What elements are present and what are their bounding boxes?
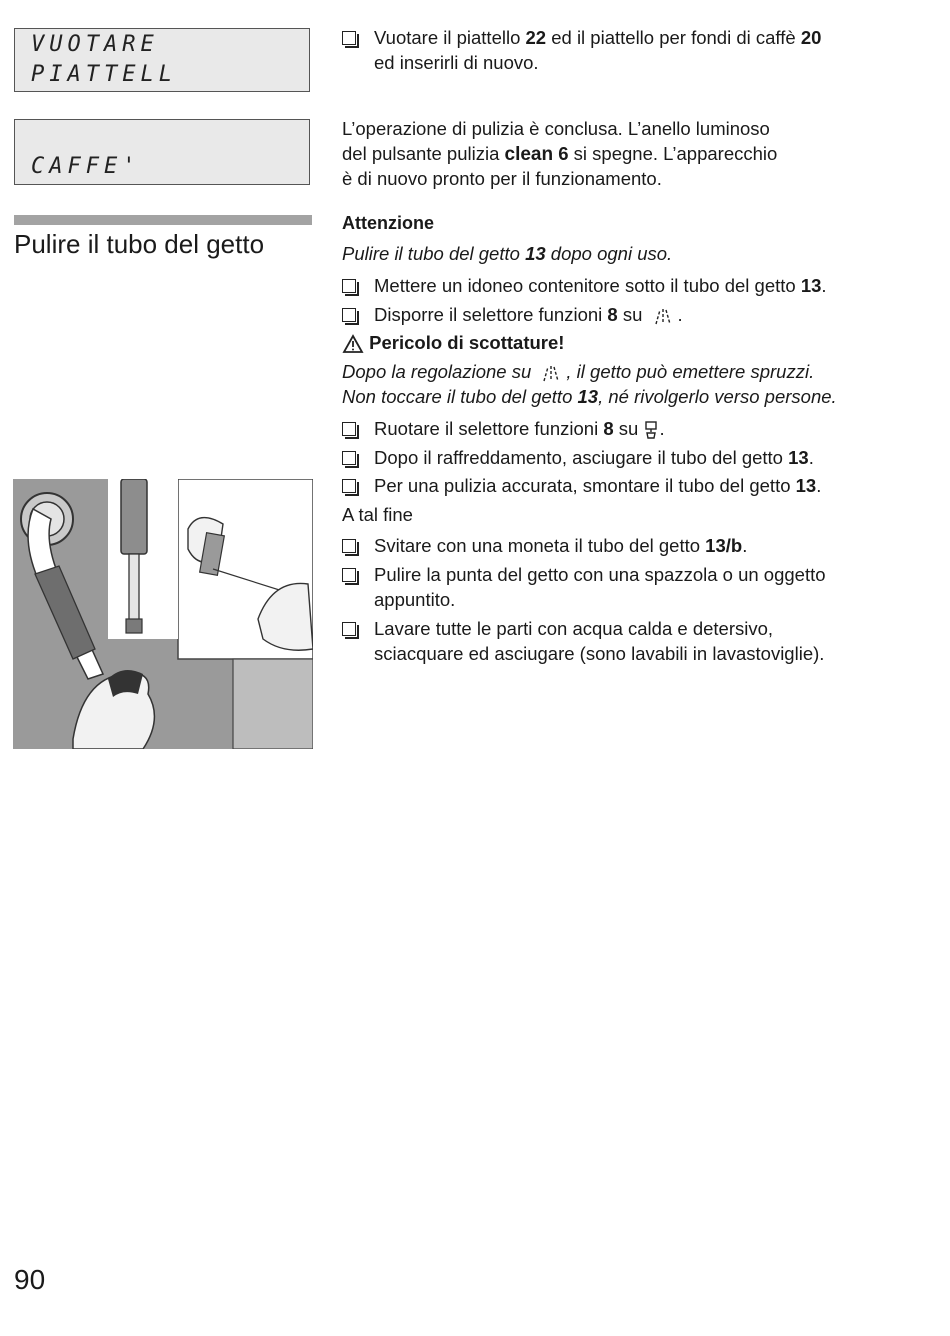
text: ed il piattello per fondi di caffè — [546, 27, 801, 48]
instruction-clean-tip-line-2: appuntito. — [374, 589, 456, 610]
text: Mettere un idoneo contenitore sotto il tubo del getto — [374, 275, 801, 296]
text: Vuotare il piattello — [374, 27, 526, 48]
steam-symbol-icon — [536, 363, 566, 383]
text: Dopo la regolazione su — [342, 361, 537, 382]
checkbox-bullet-icon — [342, 422, 356, 436]
text: Non toccare il tubo del getto — [342, 386, 578, 407]
checkbox-bullet-icon — [342, 308, 356, 322]
section-title: Pulire il tubo del getto — [14, 229, 265, 259]
text: . — [677, 304, 683, 325]
part-number: 13 — [800, 275, 822, 296]
checkbox-bullet-icon — [342, 479, 356, 493]
part-number: 13 — [795, 475, 817, 496]
checkbox-bullet-icon — [342, 31, 356, 45]
clean-button-label: clean — [504, 144, 554, 165]
lcd-line-1: CAFFE' — [31, 154, 141, 179]
text: del pulsante pulizia — [342, 143, 505, 164]
to-this-end: A tal fine — [342, 504, 413, 525]
text: Svitare con una moneta il tubo del getto — [374, 535, 706, 556]
warning-line-2 — [342, 384, 837, 409]
text: Dopo il raffreddamento, asciugare il tubo del getto — [374, 447, 789, 468]
part-number: 6 — [558, 143, 569, 164]
section-rule — [14, 215, 312, 225]
cup-symbol-icon — [643, 419, 659, 441]
steam-symbol-icon — [648, 306, 678, 326]
part-number: 8 — [603, 418, 614, 439]
instruction-selector-cup — [374, 416, 665, 441]
checkbox-bullet-icon — [342, 539, 356, 553]
text: su — [613, 418, 644, 439]
text: . — [808, 447, 814, 468]
instruction-disassemble — [374, 473, 821, 498]
instruction-dry-tube — [374, 445, 814, 470]
instruction-wash-line-2: sciacquare ed asciugare (sono lavabili in lavastoviglie). — [374, 643, 825, 664]
text: Ruotare il selettore funzioni — [374, 418, 604, 439]
text: . — [659, 418, 665, 439]
instruction-unscrew — [374, 533, 747, 558]
part-number: 20 — [800, 27, 822, 48]
part-number: 13 — [788, 447, 809, 468]
instruction-clean-tip-line-1: Pulire la punta del getto con una spazzola o un oggetto — [374, 564, 826, 585]
part-number: 13 — [525, 243, 546, 264]
text: Pericolo di scottature! — [369, 332, 565, 353]
text: Per una pulizia accurata, smontare il tubo del getto — [374, 475, 796, 496]
part-number: 8 — [607, 304, 618, 325]
cleaning-finished-line-2 — [342, 141, 777, 167]
cleaning-illustration — [13, 479, 313, 749]
warning-triangle-icon — [342, 334, 364, 354]
text: . — [821, 275, 827, 296]
text: Disporre il selettore funzioni — [374, 304, 608, 325]
checkbox-bullet-icon — [342, 279, 356, 293]
text: , il getto può emettere spruzzi. — [566, 361, 815, 382]
part-number: 13/b — [705, 535, 743, 556]
cleaning-finished-line-3: è di nuovo pronto per il funzionamento. — [342, 168, 662, 189]
text: . — [816, 475, 822, 496]
attention-heading: Attenzione — [342, 213, 434, 233]
checkbox-bullet-icon — [342, 451, 356, 465]
page-number: 90 — [14, 1264, 46, 1295]
instruction-container — [374, 273, 827, 298]
instruction-empty-trays — [374, 25, 821, 50]
warning-heading — [342, 330, 564, 355]
lcd-line-2: PIATTELL — [31, 62, 177, 87]
text: , né rivolgerlo verso persone. — [598, 386, 837, 407]
lcd-line-1: VUOTARE — [31, 32, 159, 57]
part-number: 13 — [577, 386, 599, 407]
text: Pulire il tubo del getto — [342, 243, 526, 264]
instruction-empty-trays-cont: ed inserirli di nuovo. — [374, 52, 539, 73]
text: si spegne. L’apparecchio — [568, 143, 778, 164]
text: . — [742, 535, 748, 556]
warning-line-1 — [342, 359, 814, 384]
checkbox-bullet-icon — [342, 622, 356, 636]
text: dopo ogni uso. — [545, 243, 673, 264]
lcd-display-empty-tray — [14, 28, 310, 92]
lcd-display-coffee — [14, 119, 310, 185]
part-number: 22 — [525, 27, 547, 48]
text: su — [617, 304, 648, 325]
checkbox-bullet-icon — [342, 568, 356, 582]
attention-note — [342, 241, 672, 266]
instruction-selector-steam — [374, 302, 683, 327]
instruction-wash-line-1: Lavare tutte le parti con acqua calda e detersivo, — [374, 618, 774, 639]
cleaning-finished-line-1: L’operazione di pulizia è conclusa. L’anello luminoso — [342, 118, 770, 139]
